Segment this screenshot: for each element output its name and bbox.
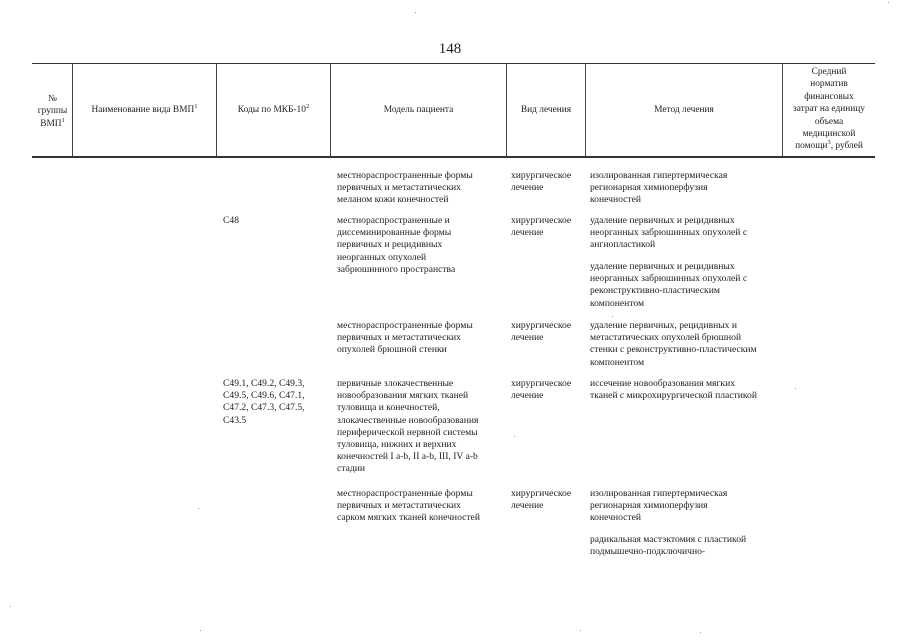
row4-treatment-type: хирургическое лечение bbox=[511, 378, 572, 402]
row4-method-1: иссечение новообразования мягких тканей с микрохирургической пластикой bbox=[590, 378, 757, 402]
header-icd-codes: Коды по МКБ-$10^2$ bbox=[237, 102, 310, 115]
header-vmp-name: Наименование вида ВМП$^1$ bbox=[91, 102, 198, 115]
row3-patient-model: местнораспространенные формы первичных и метастатических опухолей брюшной стенки bbox=[337, 320, 473, 356]
row3-treatment-type: хирургическое лечение bbox=[511, 320, 572, 344]
row4-icd-codes: C49.1, C49.2, C49.3, C49.5, C49.6, C47.1, C47.2, C47.3, C47.5, C43.5 bbox=[223, 378, 305, 426]
scan-speck bbox=[200, 630, 201, 631]
row5-treatment-type: хирургическое лечение bbox=[511, 488, 572, 512]
row5-method-2: радикальная мастэктомия с пластикой подмышечно-подключично- bbox=[590, 534, 747, 558]
header-bottom-border bbox=[32, 156, 875, 158]
scan-speck bbox=[415, 12, 416, 13]
row2-patient-model: местнораспространенные и диссеминированные формы первичных и рецидивных неорганных опухолей забрюшинного пространства bbox=[337, 215, 456, 275]
header-avg-cost: Средний норматив финансовых затрат на единицу объема медицинской помощи$^3$, рублей bbox=[793, 67, 865, 152]
scan-speck bbox=[700, 632, 701, 633]
page-number: 148 bbox=[438, 41, 462, 57]
scan-speck bbox=[795, 388, 796, 389]
scan-speck bbox=[888, 2, 889, 3]
row2-icd-code: C48 bbox=[223, 215, 239, 226]
row3-method-1: удаление первичных, рецидивных и метастатических опухолей брюшной стенки с реконструктивно-пластическим компонентом bbox=[590, 320, 757, 368]
scan-speck bbox=[612, 316, 613, 317]
row1-method-1: изолированная гипертермическая регионарная химиоперфузия конечностей bbox=[590, 170, 728, 206]
row1-patient-model: местнораспространенные формы первичных и метастатических меланом кожи конечностей bbox=[337, 170, 473, 206]
row1-treatment-type: хирургическое лечение bbox=[511, 170, 572, 194]
row2-method-2: удаление первичных и рецидивных неорганных забрюшинных опухолей с реконструктивно-пластическим компонентом bbox=[590, 261, 748, 309]
row5-method-1: изолированная гипертермическая регионарная химиоперфузия конечностей bbox=[590, 488, 728, 524]
row4-patient-model: первичные злокачественные новообразования мягких тканей туловища и конечностей, злокачественные новообразования периферической нервной системы туловища, нижних и верхних конечностей I a-b, II a-b, III, IV a-b стадии bbox=[337, 378, 479, 475]
row5-patient-model: местнораспространенные формы первичных и метастатических сарком мягких тканей конечностей bbox=[337, 488, 480, 524]
header-patient-model: Модель пациента bbox=[383, 105, 454, 115]
table-top-border bbox=[32, 63, 875, 64]
scan-speck bbox=[10, 606, 11, 607]
header-treatment-type: Вид лечения bbox=[520, 105, 572, 115]
scan-speck bbox=[514, 436, 515, 437]
row2-treatment-type: хирургическое лечение bbox=[511, 215, 572, 239]
header-group-number: № группы ВМП$^1$ bbox=[37, 94, 68, 129]
scan-speck bbox=[198, 508, 199, 509]
scan-speck bbox=[580, 630, 581, 631]
header-treatment-method: Метод лечения bbox=[654, 105, 714, 115]
row2-method-1: удаление первичных и рецидивных неорганных забрюшинных опухолей с ангиопластикой bbox=[590, 215, 748, 251]
